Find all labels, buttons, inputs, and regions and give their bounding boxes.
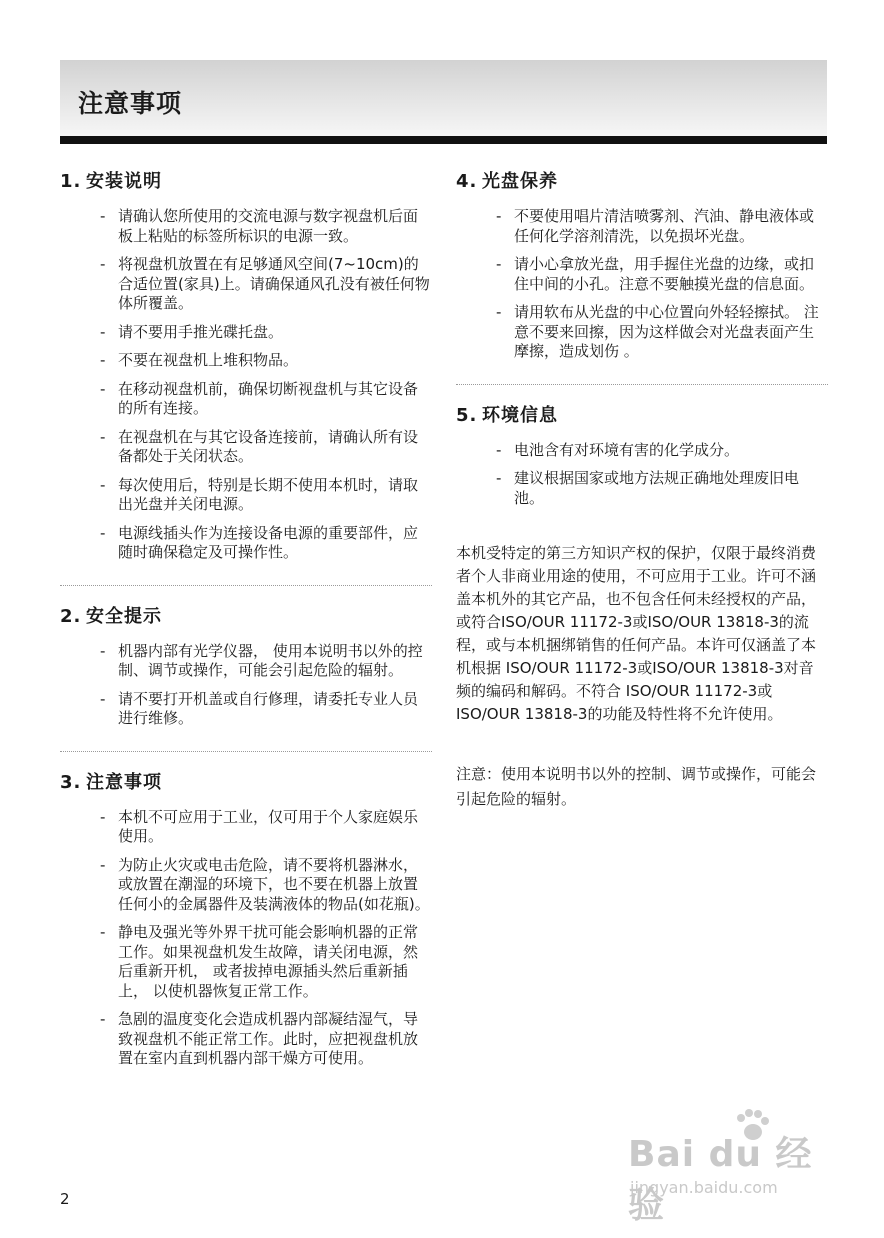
section-number: 4.: [456, 171, 478, 192]
section-title: [60, 602, 432, 628]
list-item: - 在视盘机在与其它设备连接前，请确认所有设备都处于关闭状态。: [100, 427, 419, 465]
section-divider: [60, 585, 432, 586]
list-item: - 机器内部有光学仪器， 使用本说明书以外的控制、调节或操作，可能会引起危险的辐射。: [100, 641, 423, 679]
list-item: - 请确认您所使用的交流电源与数字视盘机后面板上粘贴的标签所标识的电源一致。: [100, 207, 419, 245]
watermark: [628, 1108, 828, 1226]
section-number: 1.: [60, 171, 82, 192]
caution-note: 注意：使用本说明书以外的控制、调节或操作，可能会引起危险的辐射。: [456, 765, 817, 808]
list-item: - 不要使用唱片清洁喷雾剂、汽油、静电液体或任何化学溶剂清洗，以免损坏光盘。: [496, 207, 815, 245]
page-header: [60, 60, 827, 136]
section-title: [60, 768, 432, 794]
right-column: [456, 167, 828, 812]
list-item: - 请不要打开机盖或自行修理，请委托专业人员进行维修。: [100, 689, 419, 727]
list-item: - 电源线插头作为连接设备电源的重要部件，应随时确保稳定及可操作性。: [100, 523, 419, 561]
list-item: - 急剧的温度变化会造成机器内部凝结湿气，导致视盘机不能正常工作。此时，应把视盘机放置在室内直到机器内部干燥方可使用。: [100, 1010, 419, 1067]
section-environment: [456, 401, 828, 509]
section-heading: 光盘保养: [482, 171, 558, 192]
license-paragraph: 本机受特定的第三方知识产权的保护，仅限于最终消费者个人非商业用途的使用，不可应用于工业。许可不涵盖本机外的其它产品，也不包含任何未经授权的产品，或符合ISO/OUR 11172-3或ISO/OUR 13818-3的流程，或与本机捆绑销售的任何产品。本许可仅涵盖了本机根据 ISO/OUR 11172-3或ISO/OUR 13818-3对音频的编码和解码。不符合 ISO/OUR 11172-3或ISO/OUR 13818-3的功能及特性将不允许使用。: [456, 544, 817, 723]
list-item: - 请用软布从光盘的中心位置向外轻轻擦拭。 注意不要来回擦，因为这样做会对光盘表面产生摩擦，造成划伤 。: [496, 303, 819, 360]
list-item: - 请小心拿放光盘，用手握住光盘的边缘，或扣住中间的小孔。注意不要触摸光盘的信息面。: [496, 255, 815, 293]
list-item: - 在移动视盘机前，确保切断视盘机与其它设备的所有连接。: [100, 379, 419, 417]
list-item: - 将视盘机放置在有足够通风空间(7~10cm)的合适位置(家具)上。请确保通风孔没有被任何物体所覆盖。: [100, 255, 430, 312]
section-cautions: [60, 768, 432, 1069]
section-divider: [456, 384, 828, 385]
section-safety: [60, 602, 432, 729]
section-number: 5.: [456, 404, 478, 426]
page-title: 注意事项: [78, 89, 183, 118]
section-number: 2.: [60, 605, 82, 627]
header-rule: [60, 136, 827, 144]
section-heading: 安装说明: [86, 171, 162, 192]
page-number: 2: [60, 1190, 70, 1208]
left-column: [60, 167, 432, 1078]
watermark-url: jingyan.baidu.com: [630, 1178, 778, 1197]
section-heading: 安全提示: [86, 605, 162, 627]
section-number: 3.: [60, 771, 82, 793]
section-title: [456, 167, 828, 193]
list-item: - 本机不可应用于工业，仅可用于个人家庭娱乐使用。: [100, 807, 419, 845]
list-item: - 电池含有对环境有害的化学成分。: [496, 440, 740, 459]
list-item: - 建议根据国家或地方法规正确地处理废旧电池。: [496, 469, 800, 507]
section-heading: 注意事项: [86, 771, 162, 793]
section-title: [456, 401, 828, 427]
list-item: - 请不要用手推光碟托盘。: [100, 322, 284, 341]
section-disc-care: [456, 167, 828, 362]
list-item: - 不要在视盘机上堆积物品。: [100, 351, 299, 369]
watermark-logo: Bai du 经验: [628, 1134, 813, 1226]
list-item: - 静电及强光等外界干扰可能会影响机器的正常工作。如果视盘机发生故障，请关闭电源，然后重新开机， 或者拔掉电源插头然后重新插上， 以使机器恢复正常工作。: [100, 923, 419, 1000]
list-item: - 每次使用后，特别是长期不使用本机时，请取出光盘并关闭电源。: [100, 475, 419, 513]
section-heading: 环境信息: [482, 404, 558, 426]
section-install: [60, 167, 432, 563]
list-item: - 为防止火灾或电击危险，请不要将机器淋水，或放置在潮湿的环境下，也不要在机器上放置任何小的金属器件及装满液体的物品(如花瓶)。: [100, 855, 430, 913]
section-divider: [60, 751, 432, 752]
section-title: [60, 167, 432, 193]
